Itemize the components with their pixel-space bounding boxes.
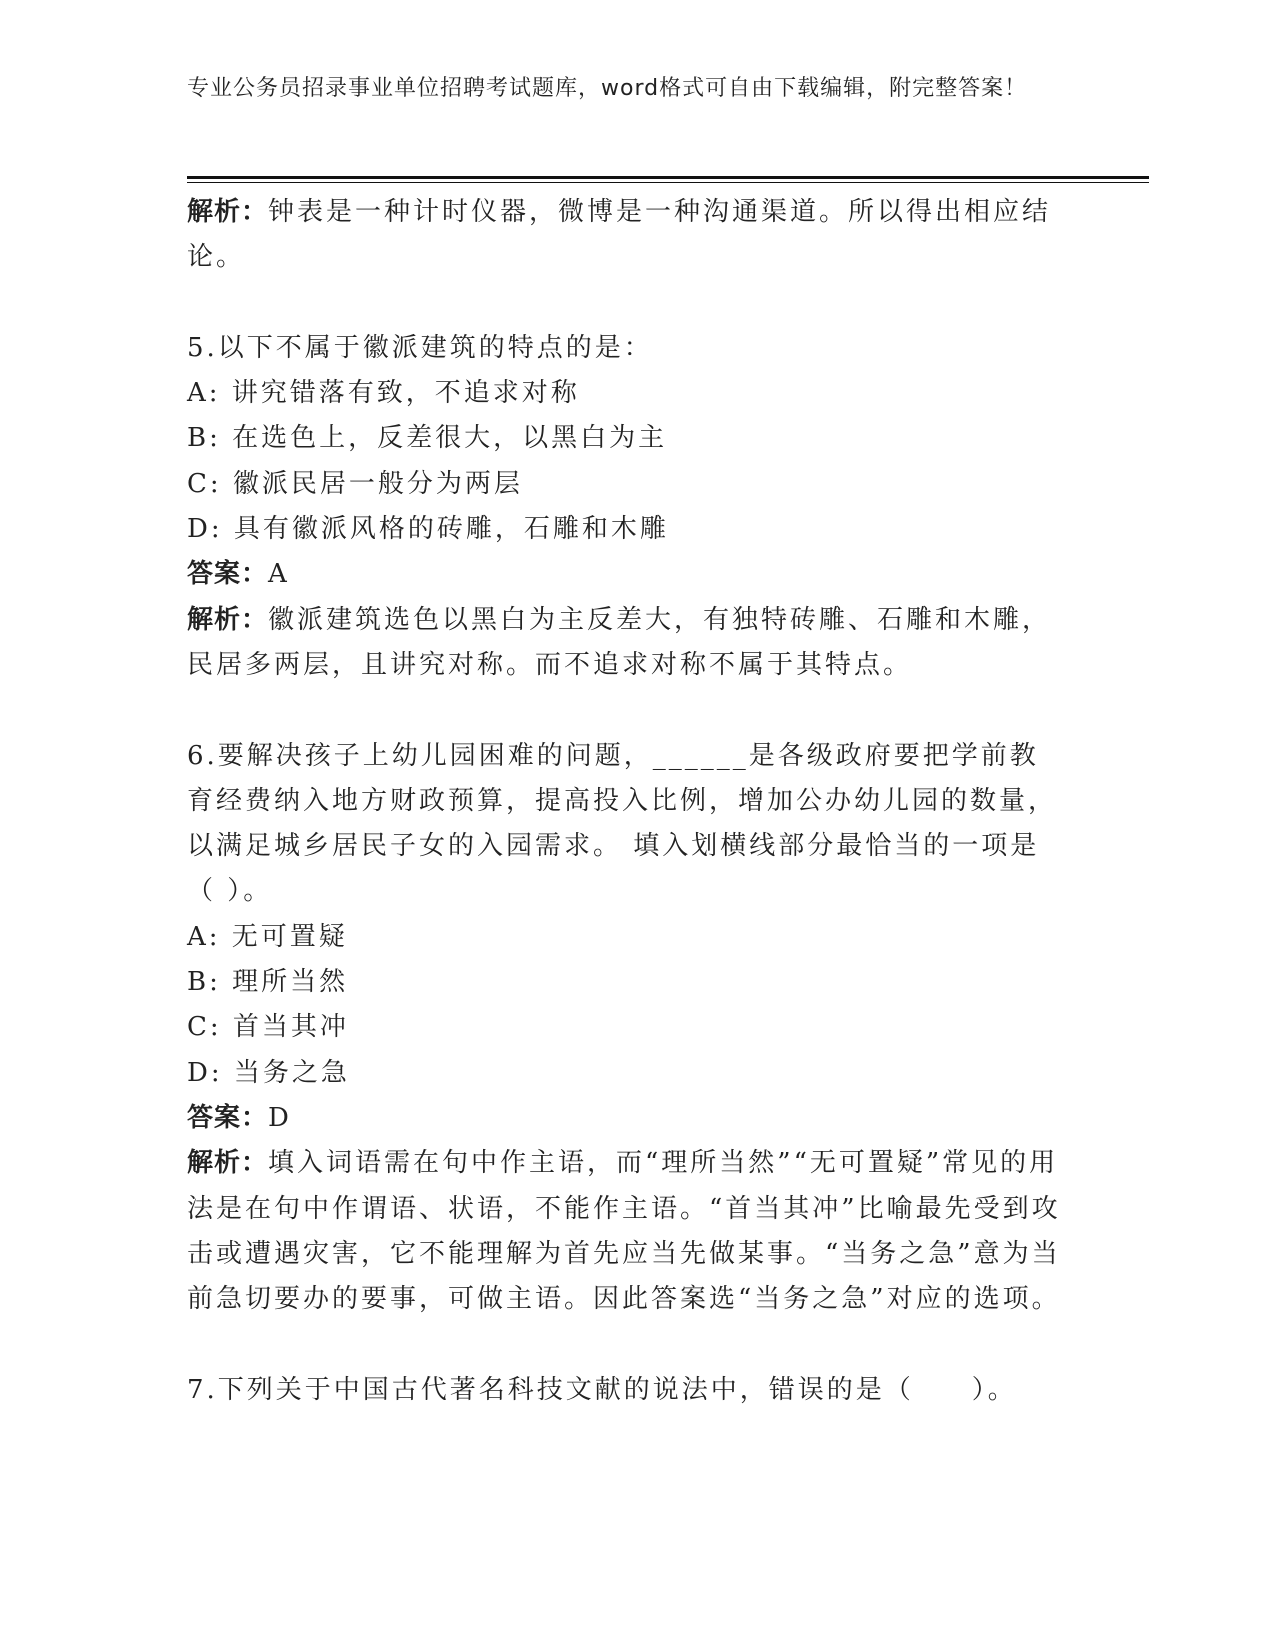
option-a: A: 讲究错落有致，不追求对称 bbox=[187, 378, 580, 409]
analysis-text: 填入词语需在句中作主语，而“理所当然”“无可置疑”常见的用法是在句中作谓语、状语，不能作主语。“首当其冲”比喻最先受到攻击或遭遇灾害，它不能理解为首先应当先做某事。“当务之急”意为当前急切要办的要事，可做主语。因此答案选“当务之急”对应的选项。 bbox=[187, 1148, 1061, 1315]
answer-label: 答案： bbox=[187, 1102, 269, 1133]
header-rule-thin bbox=[187, 182, 1149, 183]
analysis bbox=[187, 598, 1067, 689]
option-b: B: 理所当然 bbox=[187, 967, 349, 998]
question-6 bbox=[187, 734, 1067, 1323]
analysis-label: 解析： bbox=[187, 197, 269, 227]
document-body bbox=[187, 190, 1067, 1413]
analysis-label: 解析： bbox=[187, 1148, 269, 1179]
answer-value: D bbox=[268, 1102, 292, 1133]
question-7 bbox=[187, 1368, 1067, 1413]
answer-line bbox=[187, 552, 1067, 597]
analysis-label: 解析： bbox=[187, 604, 269, 635]
question-stem: 6.要解决孩子上幼儿园困难的问题，______是各级政府要把学前教育经费纳入地方财政预算，提高投入比例，增加公办幼儿园的数量，以满足城乡居民子女的入园需求。 填入划横线部分最恰当的一项是（ ）。 bbox=[187, 740, 1058, 907]
question-stem: 7.下列关于中国古代著名科技文献的说法中，错误的是（ ）。 bbox=[187, 1374, 1017, 1405]
option-c: C: 首当其冲 bbox=[187, 1012, 349, 1043]
option-b: B: 在选色上，反差很大，以黑白为主 bbox=[187, 423, 668, 454]
option-a: A: 无可置疑 bbox=[187, 921, 348, 952]
option-d: D: 当务之急 bbox=[187, 1057, 350, 1088]
previous-analysis bbox=[187, 190, 1067, 281]
answer-label: 答案： bbox=[187, 559, 269, 590]
header-rule-thick bbox=[187, 176, 1149, 179]
analysis-text: 钟表是一种计时仪器，微博是一种沟通渠道。所以得出相应结论。 bbox=[187, 197, 1052, 273]
spacer bbox=[187, 1322, 1067, 1367]
spacer bbox=[187, 281, 1067, 326]
question-5 bbox=[187, 326, 1067, 688]
option-c: C: 徽派民居一般分为两层 bbox=[187, 468, 523, 499]
page-header: 专业公务员招录事业单位招聘考试题库，word格式可自由下载编辑，附完整答案！ bbox=[187, 76, 1028, 101]
analysis bbox=[187, 1141, 1067, 1322]
answer-line bbox=[187, 1096, 1067, 1141]
option-d: D: 具有徽派风格的砖雕，石雕和木雕 bbox=[187, 514, 669, 545]
spacer bbox=[187, 688, 1067, 733]
question-stem: 5.以下不属于徽派建筑的特点的是： bbox=[187, 332, 653, 363]
analysis-text: 徽派建筑选色以黑白为主反差大，有独特砖雕、石雕和木雕，民居多两层，且讲究对称。而不追求对称不属于其特点。 bbox=[187, 604, 1052, 680]
answer-value: A bbox=[268, 559, 290, 590]
